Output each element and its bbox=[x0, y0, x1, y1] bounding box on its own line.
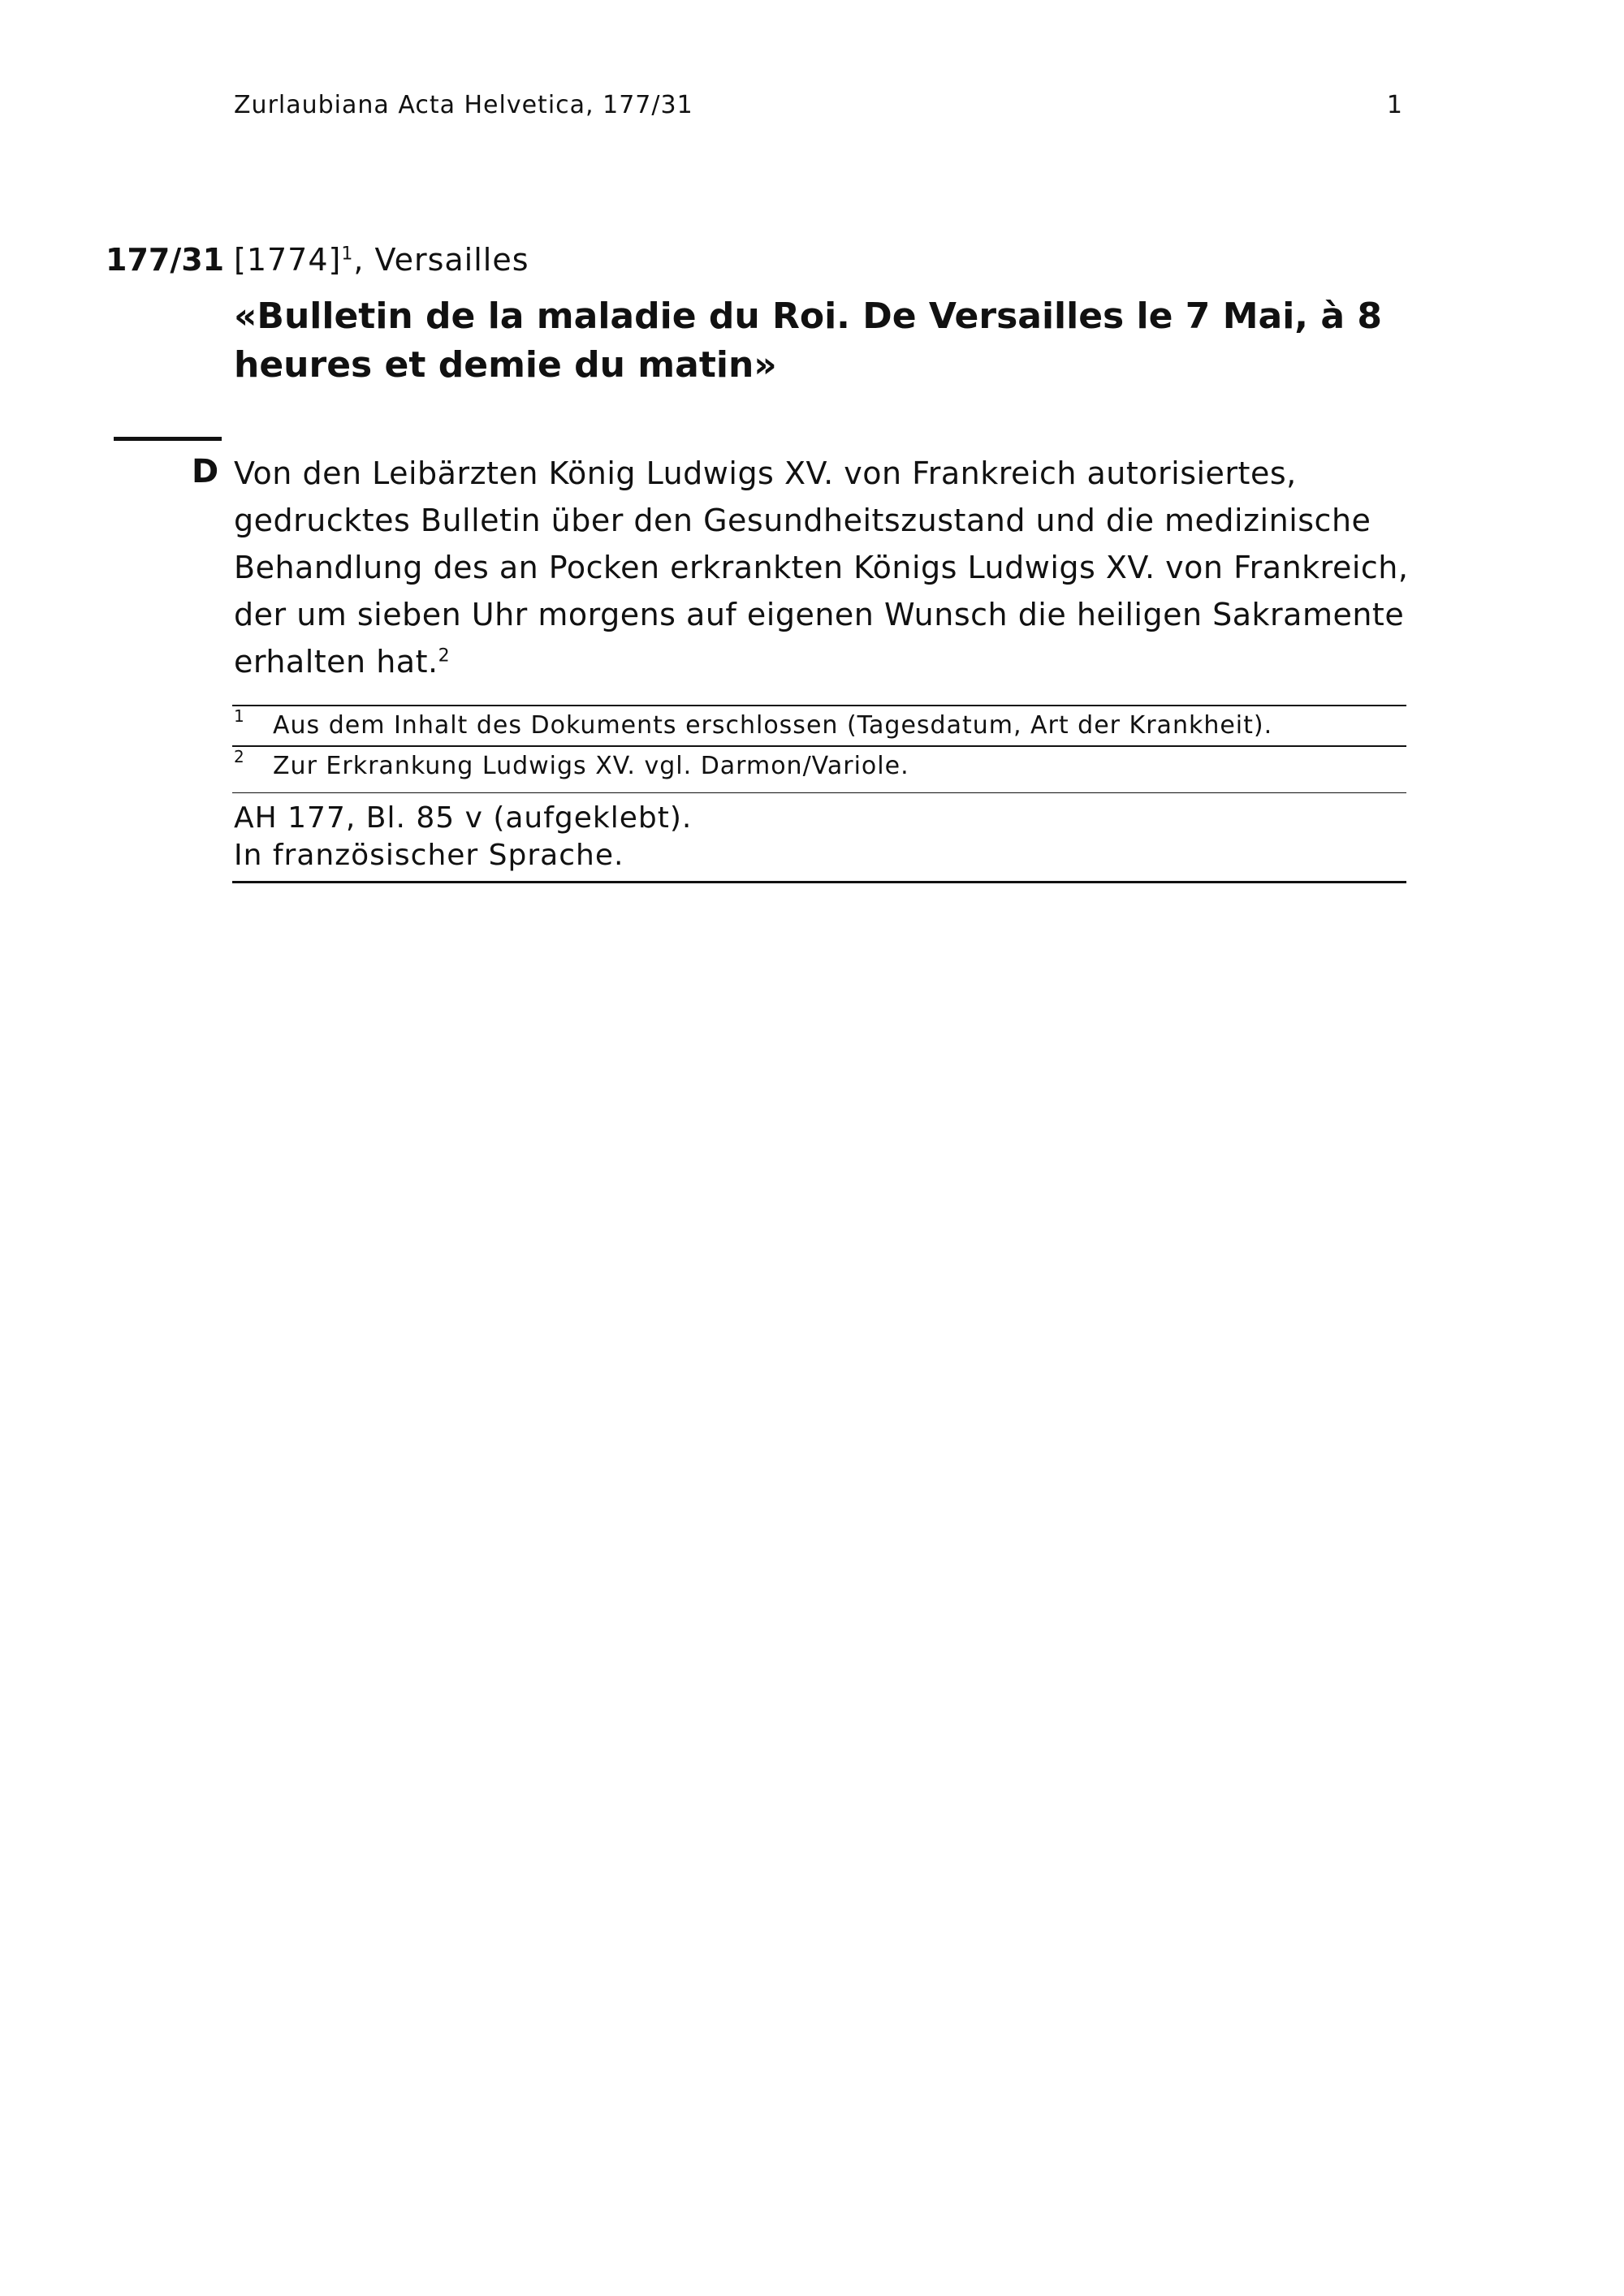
footnote-text: Aus dem Inhalt des Dokuments erschlossen (Tagesdatum, Art der Krankheit). bbox=[273, 711, 1273, 740]
footnote-ref-2[interactable]: 2 bbox=[438, 645, 451, 667]
footnote-1 bbox=[232, 705, 1406, 745]
entry-date: [1774] bbox=[234, 242, 342, 278]
footnote-mark: 1 bbox=[234, 706, 245, 726]
footnote-ref-1[interactable]: 1 bbox=[341, 244, 354, 265]
running-title: Zurlaubiana Acta Helvetica, 177/31 bbox=[234, 91, 693, 119]
entry-number: 177/31 bbox=[106, 242, 225, 278]
section-letter: D bbox=[192, 453, 219, 490]
source-language: In französischer Sprache. bbox=[234, 839, 624, 872]
date-place-line bbox=[234, 242, 529, 278]
summary-text: Von den Leibärzten König Ludwigs XV. von Frankreich autorisiertes, gedrucktes Bulletin über den Gesundheitszustand und die medizinische Behandlung des an Pocken erkrankten Königs Ludwigs XV. von Frankreich, der um sieben Uhr morgens auf eigenen Wunsch die heiligen Sakramente erhalten hat. bbox=[234, 455, 1409, 680]
section-divider bbox=[114, 437, 222, 441]
footnotes bbox=[232, 705, 1406, 786]
footnote-2 bbox=[232, 745, 1406, 786]
running-header bbox=[234, 91, 1403, 132]
summary-paragraph bbox=[234, 450, 1419, 685]
page-number: 1 bbox=[1386, 91, 1403, 119]
footnote-mark: 2 bbox=[234, 747, 245, 766]
source-shelfmark: AH 177, Bl. 85 v (aufgeklebt). bbox=[234, 801, 693, 835]
document-title: «Bulletin de la maladie du Roi. De Versailles le 7 Mai, à 8 heures et demie du matin» bbox=[234, 296, 1382, 386]
entry-place: , Versailles bbox=[353, 242, 529, 278]
footnote-text: Zur Erkrankung Ludwigs XV. vgl. Darmon/Variole. bbox=[273, 752, 909, 780]
source-block bbox=[232, 792, 1406, 883]
